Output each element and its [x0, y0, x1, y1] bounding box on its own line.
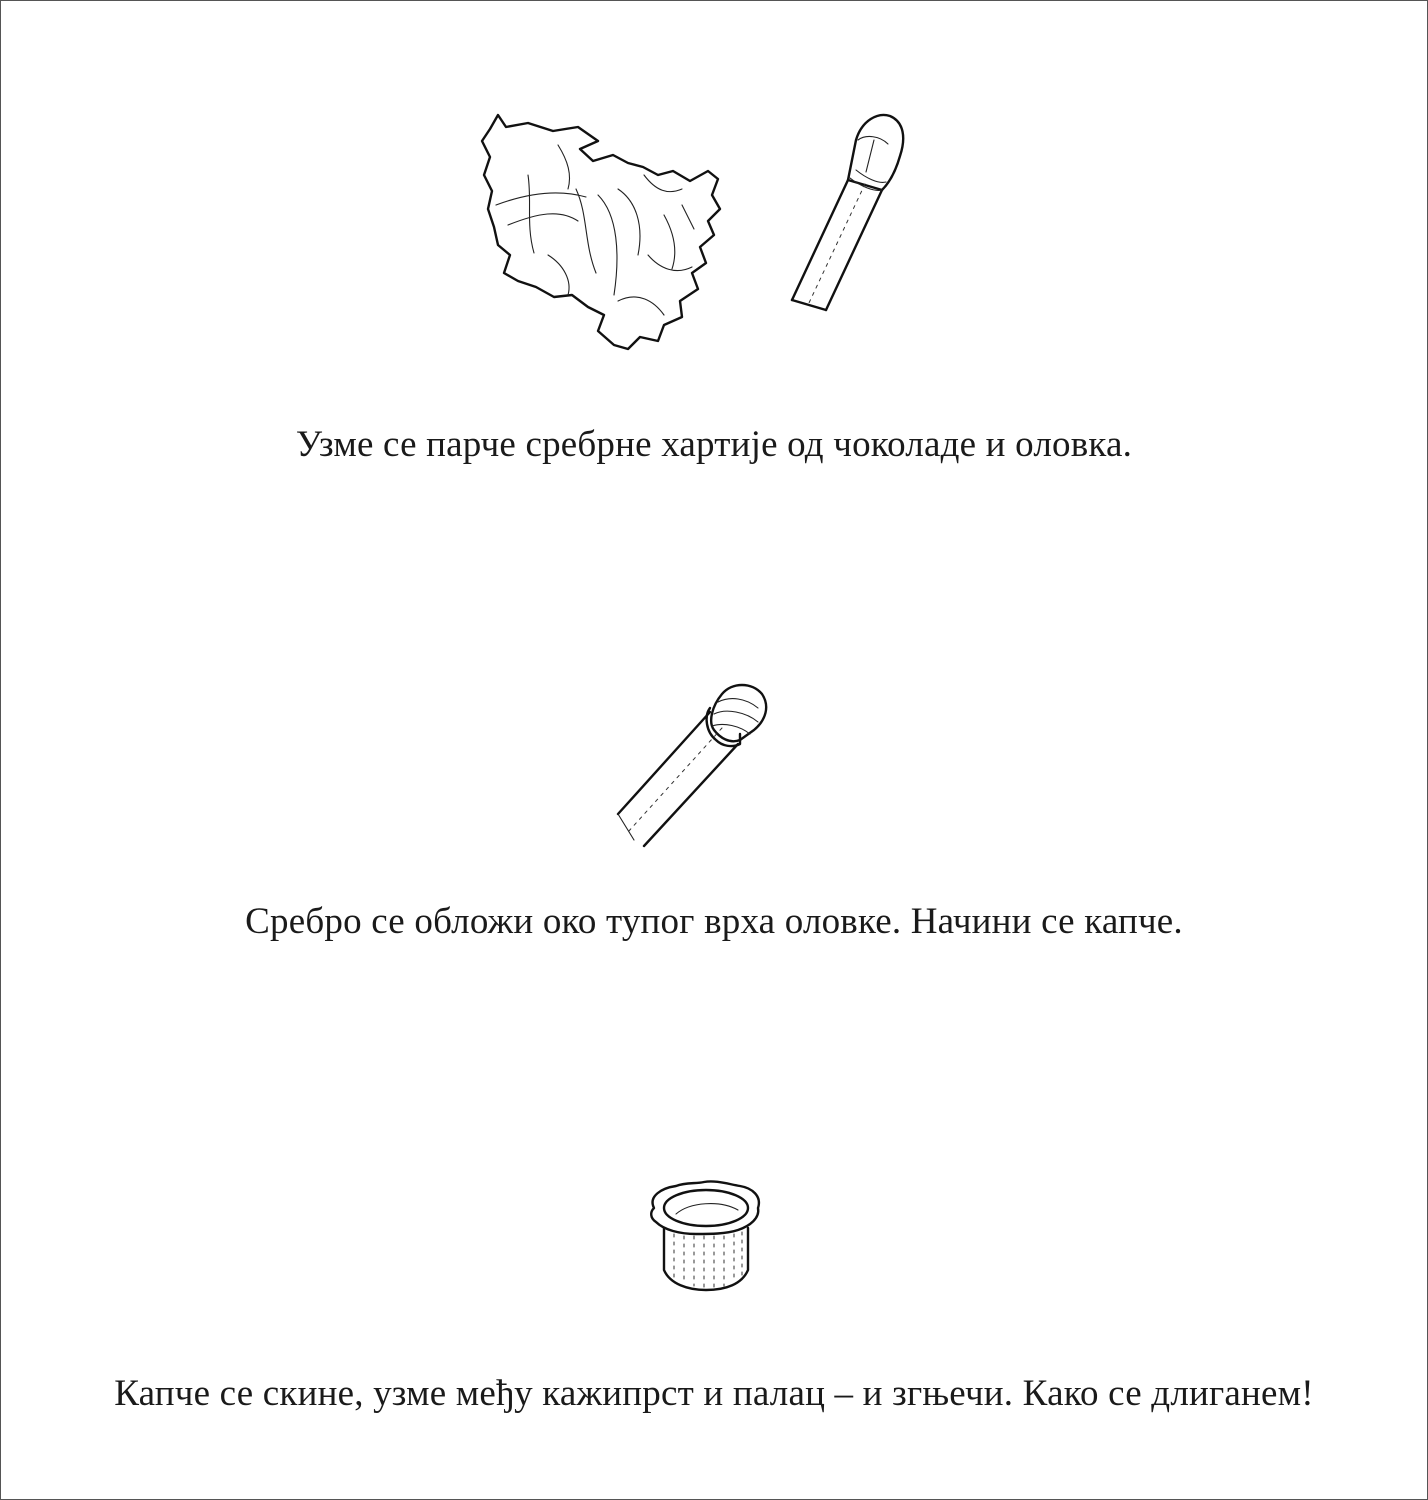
pencil-icon — [770, 100, 930, 315]
step-3-caption: Капче се скине, узме међу кажипрст и палац – и згњечи. Како се длиганем! — [114, 1373, 1314, 1414]
step-2-caption: Сребро се обложи око тупог врха оловке. Начини се капче. — [245, 901, 1183, 942]
crumpled-foil-icon — [468, 105, 738, 355]
foil-cap-icon — [640, 1178, 770, 1298]
foil-wrapped-pencil-icon — [600, 678, 790, 848]
step-1-caption: Узме се парче сребрне хартије од чоколаде и оловка. — [295, 424, 1133, 465]
